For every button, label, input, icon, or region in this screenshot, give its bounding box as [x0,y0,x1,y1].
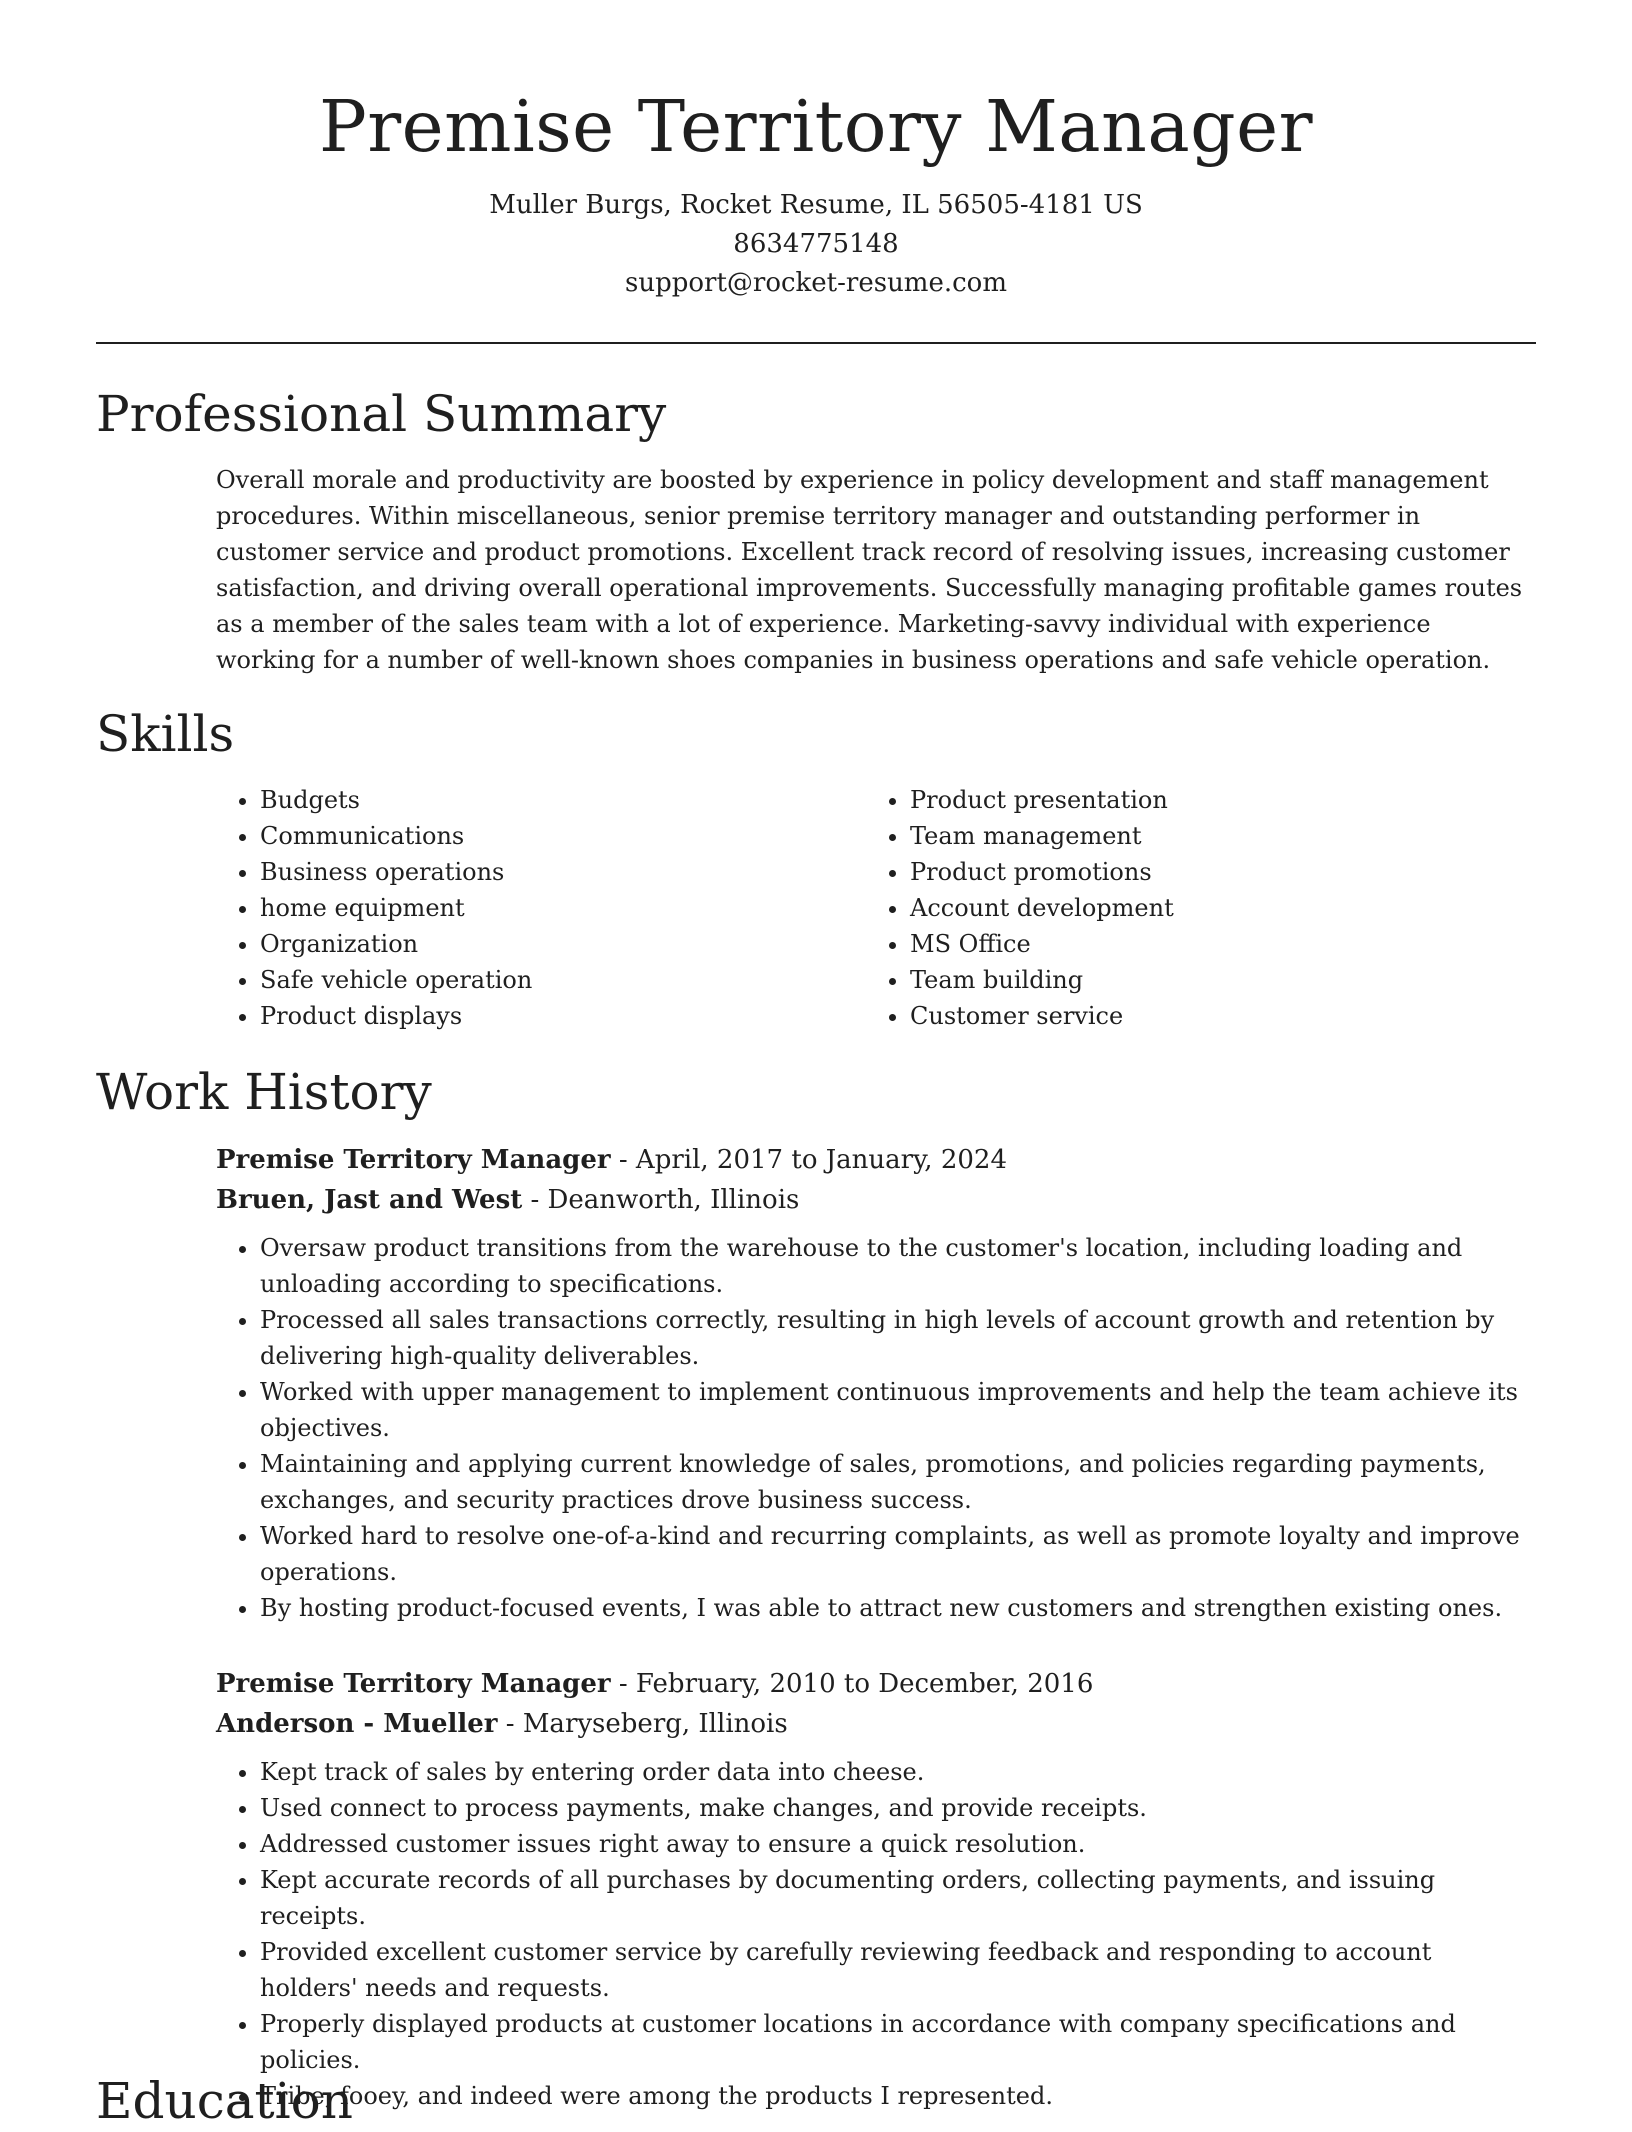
job-bullet: • Tribe, fooey, and indeed were among the products I represented. [260,2078,1536,2114]
job-title-line [216,1140,1536,1180]
section-title-skills: Skills [96,705,235,763]
job-bullet: • Kept accurate records of all purchases by documenting orders, collecting payments, and issuing receipts. [260,1862,1536,1934]
job-company: Bruen, Jast and West [216,1185,523,1215]
candidate-name: Premise Territory Manager [318,85,1314,168]
job-dates: - April, 2017 to January, 2024 [610,1145,1008,1175]
contact-block [0,186,1632,303]
contact-email: support@rocket-resume.com [624,268,1007,298]
skill-item: • Organization [260,926,532,962]
skills-list-left [216,782,532,1034]
skill-item: • Team building [910,962,1174,998]
job-bullets [216,1230,1536,1626]
job-location: - Deanworth, Illinois [522,1185,800,1215]
job-role: Premise Territory Manager [216,1145,611,1175]
summary-text: Overall morale and productivity are boosted by experience in policy development and staff management procedures. Within miscellaneous, senior premise territory manager and outstanding performer in customer service and product promotions. Excellent track record of resolving issues, increasing customer satisfaction, and driving overall operational improvements. Successfully managing profitable games routes as a member of the sales team with a lot of experience. Marketing-savvy individual with experience working for a number of well-known shoes companies in business operations and safe vehicle operation. [216,466,1523,674]
job-entry [216,1140,1536,1626]
skill-item: • Team management [910,818,1174,854]
skill-item: • Product displays [260,998,532,1034]
job-bullet: • Used connect to process payments, make changes, and provide receipts. [260,1790,1536,1826]
skill-item: • Budgets [260,782,532,818]
skill-item: • Product promotions [910,854,1174,890]
skill-item: • Communications [260,818,532,854]
job-bullet: • Worked hard to resolve one-of-a-kind and recurring complaints, as well as promote loyalty and improve operations. [260,1518,1536,1590]
skill-item: • home equipment [260,890,532,926]
section-title-work-history: Work History [96,1063,432,1121]
job-role: Premise Territory Manager [216,1669,611,1699]
job-company-line [216,1180,1536,1220]
contact-phone: 8634775148 [733,229,899,259]
job-bullet: • Maintaining and applying current knowledge of sales, promotions, and policies regarding payments, exchanges, and security practices drove business success. [260,1446,1536,1518]
summary-section [216,462,1536,678]
job-bullet: • By hosting product-focused events, I was able to attract new customers and strengthen existing ones. [260,1590,1536,1626]
job-company-line [216,1704,1536,1744]
job-company: Anderson - Mueller [216,1709,498,1739]
job-location: - Maryseberg, Illinois [497,1709,788,1739]
skill-item: • Product presentation [910,782,1174,818]
job-bullets [216,1754,1536,2114]
section-title-education: Education [96,2072,353,2130]
resume-header [0,82,1632,303]
header-divider [96,342,1536,344]
skill-item: • Customer service [910,998,1174,1034]
job-bullet: • Kept track of sales by entering order data into cheese. [260,1754,1536,1790]
job-bullet: • Properly displayed products at customer locations in accordance with company specifications and policies. [260,2006,1536,2078]
section-title-summary: Professional Summary [96,385,667,443]
skill-item: • Safe vehicle operation [260,962,532,998]
skill-item: • MS Office [910,926,1174,962]
job-title-line [216,1664,1536,1704]
job-bullet: • Provided excellent customer service by carefully reviewing feedback and responding to account holders' needs and requests. [260,1934,1536,2006]
job-bullet: • Worked with upper management to implement continuous improvements and help the team achieve its objectives. [260,1374,1536,1446]
job-bullet: • Processed all sales transactions correctly, resulting in high levels of account growth and retention by delivering high-quality deliverables. [260,1302,1536,1374]
job-dates: - February, 2010 to December, 2016 [610,1669,1094,1699]
skill-item: • Account development [910,890,1174,926]
job-entry [216,1664,1536,2114]
job-bullet: • Oversaw product transitions from the warehouse to the customer's location, including loading and unloading according to specifications. [260,1230,1536,1302]
job-bullet: • Addressed customer issues right away to ensure a quick resolution. [260,1826,1536,1862]
skill-item: • Business operations [260,854,532,890]
contact-address: Muller Burgs, Rocket Resume, IL 56505-4181 US [489,190,1143,220]
skills-list-right [866,782,1174,1034]
